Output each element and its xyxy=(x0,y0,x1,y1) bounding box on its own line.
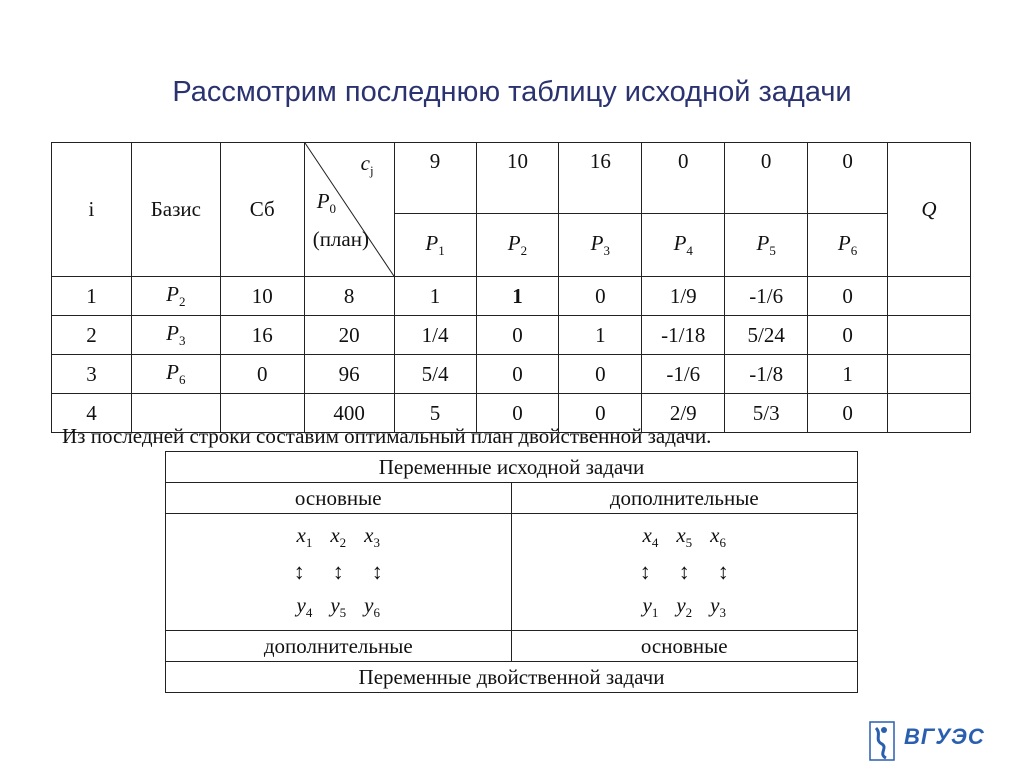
updown-arrow-icons xyxy=(640,561,729,583)
table-row xyxy=(52,316,971,355)
row-value: 5 xyxy=(394,394,476,433)
cj-label: $c_j$ xyxy=(360,151,374,179)
vector-header: $P_6$ xyxy=(808,214,888,277)
row-index: 4 xyxy=(52,394,132,433)
dual-variables-table xyxy=(165,451,858,693)
row-q xyxy=(888,277,971,316)
row-plan: 20 xyxy=(304,316,394,355)
logo-text: ВГУЭС xyxy=(904,724,985,749)
right-variable-mapping xyxy=(511,514,858,631)
y-variables: $y_1$ $y_2$ $y_3$ xyxy=(642,593,726,621)
original-variables-header: Переменные исходной задачи xyxy=(166,452,858,483)
updown-arrow-icon: ↕ xyxy=(678,559,690,584)
table-row xyxy=(52,277,971,316)
row-value: 0 xyxy=(476,355,559,394)
row-value: 0 xyxy=(476,316,559,355)
updown-arrow-icon: ↕ xyxy=(293,559,305,584)
col-basis-header: Базис xyxy=(131,143,220,277)
caption-text: Из последней строки составим оптимальный план двойственной задачи. xyxy=(62,424,712,448)
cost-cell: 0 xyxy=(808,143,888,214)
main-variables-header: основные xyxy=(166,483,512,514)
cost-cell: 0 xyxy=(642,143,725,214)
row-value: 0 xyxy=(559,355,642,394)
row-basis: $P_3$ xyxy=(131,316,220,355)
row-q xyxy=(888,316,971,355)
p0-label: $P_0$ xyxy=(316,189,337,217)
row-basis: $P_6$ xyxy=(131,355,220,394)
row-value: 1 xyxy=(559,316,642,355)
updown-arrow-icon: ↕ xyxy=(639,559,651,584)
plan-label: (план) xyxy=(312,227,369,251)
pivot-value: 1 xyxy=(476,277,559,316)
updown-arrow-icon: ↕ xyxy=(332,559,344,584)
row-value: 1/4 xyxy=(394,316,476,355)
row-plan: 8 xyxy=(304,277,394,316)
cost-cell: 9 xyxy=(394,143,476,214)
row-q xyxy=(888,355,971,394)
cost-cell: 10 xyxy=(476,143,559,214)
dual-variables-header: Переменные двойственной задачи xyxy=(166,662,858,693)
row-value: 5/4 xyxy=(394,355,476,394)
row-plan: 400 xyxy=(304,394,394,433)
col-cb-header: Сб xyxy=(220,143,304,277)
row-index: 3 xyxy=(52,355,132,394)
left-variable-mapping xyxy=(166,514,512,631)
vector-header: $P_4$ xyxy=(642,214,725,277)
x-variables: $x_1$ $x_2$ $x_3$ xyxy=(296,522,380,550)
updown-arrow-icon: ↕ xyxy=(717,559,729,584)
row-plan: 96 xyxy=(304,355,394,394)
row-value: -1/18 xyxy=(642,316,725,355)
additional-variables-header: дополнительные xyxy=(511,483,858,514)
row-value: 0 xyxy=(559,277,642,316)
row-cb: 0 xyxy=(220,355,304,394)
cost-cell: 0 xyxy=(725,143,808,214)
row-q xyxy=(888,394,971,433)
row-value: 0 xyxy=(808,394,888,433)
row-index: 1 xyxy=(52,277,132,316)
row-value: 1 xyxy=(394,277,476,316)
col-q-header: Q xyxy=(888,143,971,277)
row-value: 0 xyxy=(808,277,888,316)
vector-header: $P_2$ xyxy=(476,214,559,277)
row-value: 5/3 xyxy=(725,394,808,433)
y-variables: $y_4$ $y_5$ $y_6$ xyxy=(296,593,380,621)
row-value: -1/8 xyxy=(725,355,808,394)
row-value: 0 xyxy=(808,316,888,355)
row-basis: $P_2$ xyxy=(131,277,220,316)
table-row xyxy=(52,355,971,394)
row-value: 1/9 xyxy=(642,277,725,316)
row-value: -1/6 xyxy=(725,277,808,316)
slide-title: Рассмотрим последнюю таблицу исходной задачи xyxy=(172,76,852,108)
diagonal-header-cell xyxy=(304,143,394,277)
updown-arrow-icon: ↕ xyxy=(371,559,383,584)
row-value: 1 xyxy=(808,355,888,394)
simplex-table xyxy=(51,142,971,433)
row-index: 2 xyxy=(52,316,132,355)
row-value: 0 xyxy=(476,394,559,433)
updown-arrow-icons xyxy=(294,561,383,583)
x-variables: $x_4$ $x_5$ $x_6$ xyxy=(642,522,726,550)
main-dual-header: основные xyxy=(511,631,858,662)
row-cb: 10 xyxy=(220,277,304,316)
vector-header: $P_1$ xyxy=(394,214,476,277)
row-cb: 16 xyxy=(220,316,304,355)
cost-cell: 16 xyxy=(559,143,642,214)
row-value: -1/6 xyxy=(642,355,725,394)
row-value: 5/24 xyxy=(725,316,808,355)
row-value: 2/9 xyxy=(642,394,725,433)
vector-header: $P_3$ xyxy=(559,214,642,277)
additional-dual-header: дополнительные xyxy=(166,631,512,662)
header-row xyxy=(52,143,971,214)
col-i-header: i xyxy=(52,143,132,277)
vector-header: $P_5$ xyxy=(725,214,808,277)
row-value: 0 xyxy=(559,394,642,433)
